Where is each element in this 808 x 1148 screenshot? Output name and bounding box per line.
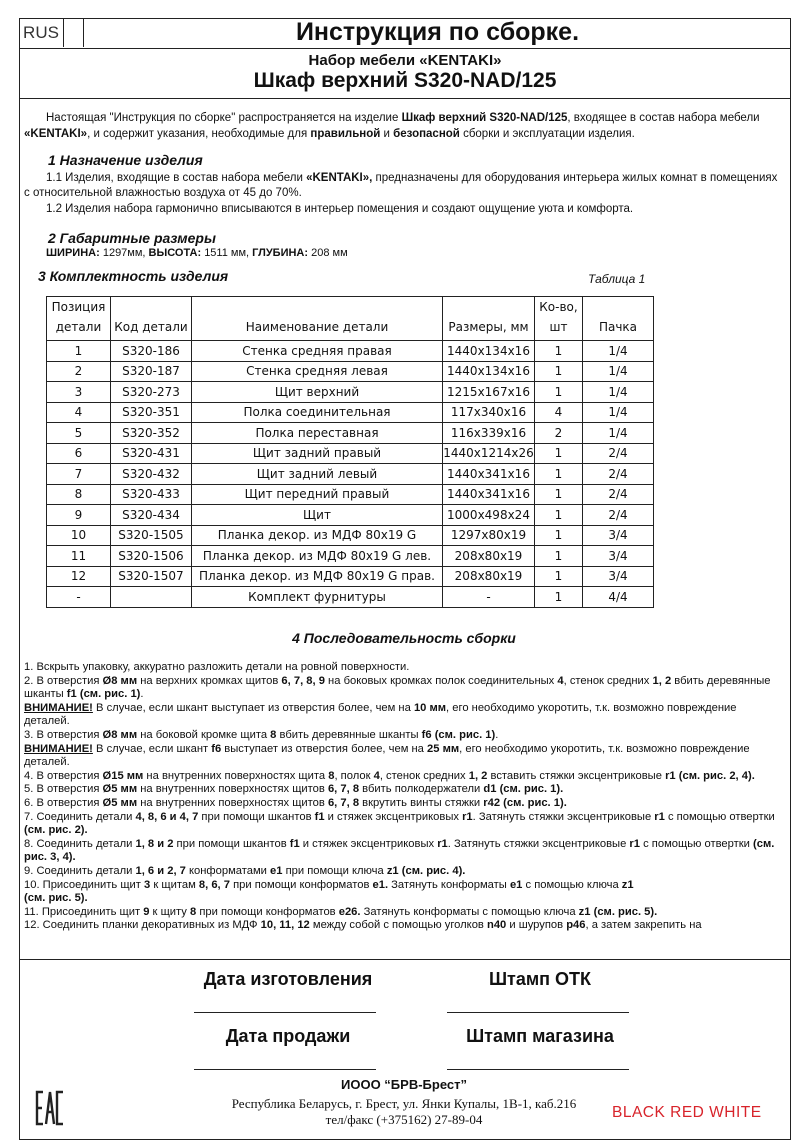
text: (см. рис. 2). <box>24 824 88 837</box>
text: ГЛУБИНА: <box>252 247 309 259</box>
parts-table <box>46 296 654 608</box>
text: z1 (см. рис. 5). <box>578 905 658 918</box>
text: В случае, если шкант <box>92 742 212 755</box>
sale-date-line <box>194 1069 376 1070</box>
step-4 <box>24 770 784 784</box>
header-spacer <box>64 18 84 47</box>
table-row <box>47 546 654 567</box>
text: вставить стяжки эксцентриковые <box>487 769 666 782</box>
text: 10, 11, 12 <box>260 919 310 932</box>
text: 2. В отверстия <box>24 674 103 687</box>
table-row <box>47 484 654 505</box>
step-11 <box>24 906 784 920</box>
text: . Затянуть стяжки эксцентриковые <box>472 810 655 823</box>
step-5 <box>24 783 784 797</box>
table-row <box>47 505 654 526</box>
text: вкрутить винты стяжки <box>359 796 484 809</box>
text: e26. <box>338 905 361 918</box>
section-1-paragraph-1 <box>24 171 784 201</box>
text: 3 <box>144 878 151 891</box>
text: 8 <box>189 905 197 918</box>
cell-position: 11 <box>47 546 111 567</box>
cell-name: Щит передний правый <box>192 484 443 505</box>
text: 1, 2 <box>468 769 488 782</box>
text: 1, 6 и 2, 7 <box>135 864 186 877</box>
text: к щиту <box>149 905 190 918</box>
step-3 <box>24 729 784 743</box>
text: r1 <box>462 810 473 823</box>
manufacture-date-label: Дата изготовления <box>203 969 373 989</box>
text: 7. Соединить детали <box>24 810 136 823</box>
text: 8 <box>270 728 277 741</box>
cell-pack: 2/4 <box>583 505 654 526</box>
header-pack: Пачка <box>583 297 654 341</box>
step-9 <box>24 865 784 879</box>
cell-qty: 1 <box>535 341 583 362</box>
shop-stamp-line <box>447 1069 629 1070</box>
text: , стенок средних <box>563 674 653 687</box>
cell-size: 1440x134x16 <box>443 341 535 362</box>
text: d1 (см. рис. 1). <box>483 783 564 796</box>
text: «KENTAKI» <box>24 128 88 140</box>
cell-code: S320-351 <box>111 402 192 423</box>
text: , полок <box>334 769 374 782</box>
section-4-title: 4 Последовательность сборки <box>292 630 516 646</box>
text: r1 <box>654 810 665 823</box>
cell-qty: 2 <box>535 423 583 444</box>
cell-pack: 3/4 <box>583 546 654 567</box>
text: , его необходимо укоротить, т.к. возможно повреждение деталей. <box>24 742 750 769</box>
cell-position: 1 <box>47 341 111 362</box>
step-12 <box>24 919 784 933</box>
company-name: ИООО “БРВ-Брест” <box>341 1077 467 1092</box>
cell-pack: 1/4 <box>583 382 654 403</box>
text: r42 (см. рис. 1). <box>483 796 567 809</box>
cell-name: Полка переставная <box>192 423 443 444</box>
phone-line: тел/факс (+375162) 27-89-04 <box>325 1112 483 1127</box>
text: 11. Присоединить щит <box>24 905 144 918</box>
cell-pack: 1/4 <box>583 423 654 444</box>
text: к щитам <box>150 878 199 891</box>
table-header-row <box>47 297 654 341</box>
text: 9 <box>143 905 150 918</box>
table-row <box>47 341 654 362</box>
text: Затянуть конформаты <box>388 878 510 891</box>
text: конформатами <box>185 864 271 877</box>
text: 1, 2 <box>652 674 672 687</box>
cell-code <box>111 587 192 608</box>
cell-size: 116x339x16 <box>443 423 535 444</box>
cell-size: 208x80x19 <box>443 566 535 587</box>
text: 4. В отверстия <box>24 769 103 782</box>
text: 6, 7, 8 <box>327 796 360 809</box>
cell-code: S320-186 <box>111 341 192 362</box>
cell-code: S320-187 <box>111 361 192 382</box>
text: 12. Соединить планки декоративных из МДФ <box>24 919 261 932</box>
cell-qty: 1 <box>535 546 583 567</box>
language-code: RUS <box>19 18 64 47</box>
cell-position: - <box>47 587 111 608</box>
text: (см. рис. 5). <box>24 892 88 905</box>
cell-name: Планка декор. из МДФ 80x19 G <box>192 525 443 546</box>
cell-code: S320-433 <box>111 484 192 505</box>
cell-qty: 1 <box>535 587 583 608</box>
brand-logo: BLACK RED WHITE <box>612 1104 762 1121</box>
cell-position: 7 <box>47 464 111 485</box>
step-6 <box>24 797 784 811</box>
text: Ø5 мм <box>102 796 138 809</box>
cell-pack: 2/4 <box>583 484 654 505</box>
text: f6 (см. рис. 1) <box>421 728 496 741</box>
text: при помощи конформатов <box>229 878 373 891</box>
text: с помощью отвертки <box>664 810 775 823</box>
text: . <box>495 728 499 741</box>
cell-qty: 1 <box>535 464 583 485</box>
intro-paragraph <box>24 110 784 142</box>
header-name: Наименование детали <box>192 297 443 341</box>
step-8 <box>24 838 784 865</box>
text: Шкаф верхний S320-NAD/125 <box>401 112 568 124</box>
cell-name: Щит задний правый <box>192 443 443 464</box>
section-1-title: 1 Назначение изделия <box>48 152 203 168</box>
text: при помощи конформатов <box>196 905 339 918</box>
text: . <box>140 688 144 701</box>
text: ВНИМАНИЕ! <box>24 701 93 714</box>
text: 8, 6, 7 <box>198 878 230 891</box>
footer-divider <box>19 959 791 960</box>
cell-qty: 1 <box>535 484 583 505</box>
text: Затянуть конформаты с помощью ключа <box>360 905 579 918</box>
text: Настоящая "Инструкция по сборке" распространяется на изделие <box>46 112 402 124</box>
text: предназначены для оборудования интерьера жилых комнат в помещениях с относительной влажностью воздуха от 45 до 70%. <box>24 172 778 199</box>
cell-qty: 1 <box>535 382 583 403</box>
cell-position: 9 <box>47 505 111 526</box>
text: n40 <box>486 919 507 932</box>
cell-size: 1297x80x19 <box>443 525 535 546</box>
cell-pack: 2/4 <box>583 443 654 464</box>
cell-position: 10 <box>47 525 111 546</box>
cell-code: S320-431 <box>111 443 192 464</box>
warning-2 <box>24 743 784 770</box>
text: z1 <box>621 878 634 891</box>
text: 1297мм, <box>102 247 146 259</box>
cell-size: 1000x498x24 <box>443 505 535 526</box>
text: f6 <box>211 742 222 755</box>
shop-stamp-label: Штамп магазина <box>466 1026 614 1046</box>
header-code: Код детали <box>111 297 192 341</box>
text: 5. В отверстия <box>24 783 103 796</box>
text: вбить деревянные шканты <box>24 674 771 701</box>
cell-position: 2 <box>47 361 111 382</box>
table-row <box>47 382 654 403</box>
product-header <box>19 49 791 99</box>
table-row <box>47 464 654 485</box>
cell-qty: 1 <box>535 361 583 382</box>
cell-position: 5 <box>47 423 111 444</box>
header-size: Размеры, мм <box>443 297 535 341</box>
text: r1 <box>437 837 448 850</box>
cell-size: 1440x134x16 <box>443 361 535 382</box>
text: на боковой кромке щита <box>137 728 271 741</box>
product-name: Шкаф верхний S320-NAD/125 <box>253 69 557 92</box>
header-bar <box>19 18 791 49</box>
address-line: Республика Беларусь, г. Брест, ул. Янки Купалы, 1В-1, каб.216 <box>231 1096 577 1111</box>
cell-pack: 1/4 <box>583 361 654 382</box>
text: , его необходимо укоротить, т.к. возможно повреждение деталей. <box>24 701 737 728</box>
text: 6, 7, 8 <box>327 783 360 796</box>
cell-code: S320-1507 <box>111 566 192 587</box>
text: шт <box>549 320 568 334</box>
warning-1 <box>24 702 784 729</box>
text: и <box>380 128 394 140</box>
dimensions-line <box>46 246 348 261</box>
section-2-title: 2 Габаритные размеры <box>48 230 216 246</box>
text: на внутренних поверхностях щитов <box>137 783 328 796</box>
text: e1. <box>372 878 389 891</box>
text: r1 <box>629 837 640 850</box>
text: при помощи ключа <box>282 864 387 877</box>
text: ШИРИНА: <box>46 247 100 259</box>
text: 6, 7, 8, 9 <box>281 674 325 687</box>
text: «KENTAKI», <box>306 172 373 184</box>
text: 1.1 Изделия, входящие в состав набора мебели <box>46 172 307 184</box>
otk-stamp-line <box>447 1012 629 1013</box>
text: 8 <box>328 769 335 782</box>
cell-size: 1440x1214x26 <box>443 443 535 464</box>
text: f1 <box>314 810 325 823</box>
text: и стяжек эксцентриковых <box>299 837 438 850</box>
text: Ø15 мм <box>102 769 144 782</box>
cell-size: 1440x341x16 <box>443 484 535 505</box>
text: (см. рис. 3, 4). <box>24 837 775 864</box>
text: на внутренних поверхностях щитов <box>137 796 328 809</box>
cell-position: 3 <box>47 382 111 403</box>
text: на верхних кромках щитов <box>137 674 282 687</box>
cell-pack: 4/4 <box>583 587 654 608</box>
cell-position: 4 <box>47 402 111 423</box>
cell-qty: 1 <box>535 505 583 526</box>
text: на внутренних поверхностях щита <box>143 769 329 782</box>
text: и шурупов <box>506 919 567 932</box>
table-row <box>47 587 654 608</box>
step-1: 1. Вскрыть упаковку, аккуратно разложить детали на ровной поверхности. <box>24 661 410 673</box>
text: r1 (см. рис. 2, 4). <box>665 769 755 782</box>
text: Позиция <box>51 300 106 314</box>
text: p46 <box>566 919 586 932</box>
step-10 <box>24 879 784 906</box>
text: , входящее в состав набора мебели <box>567 112 760 124</box>
table-row <box>47 423 654 444</box>
text: 9. Соединить детали <box>24 864 136 877</box>
text: с помощью ключа <box>522 878 622 891</box>
cell-position: 12 <box>47 566 111 587</box>
text: Ø8 мм <box>102 674 138 687</box>
text: 3. В отверстия <box>24 728 103 741</box>
cell-name: Щит верхний <box>192 382 443 403</box>
text: сборки и эксплуатации изделия. <box>459 128 635 140</box>
manufacture-date-line <box>194 1012 376 1013</box>
cell-name: Стенка средняя правая <box>192 341 443 362</box>
table-row <box>47 443 654 464</box>
page-title: Инструкция по сборке. <box>295 18 580 46</box>
cell-position: 6 <box>47 443 111 464</box>
step-2 <box>24 675 784 702</box>
cell-pack: 2/4 <box>583 464 654 485</box>
cell-code: S320-1506 <box>111 546 192 567</box>
text: e1 <box>270 864 283 877</box>
text: ВЫСОТА: <box>148 247 202 259</box>
table-row <box>47 525 654 546</box>
text: безопасной <box>393 128 460 140</box>
furniture-set-name: Набор мебели «KENTAKI» <box>308 52 502 69</box>
cell-size: - <box>443 587 535 608</box>
text: и стяжек эксцентриковых <box>324 810 463 823</box>
text: 1511 мм, <box>204 247 250 259</box>
text: , стенок средних <box>379 769 469 782</box>
text: Ø5 мм <box>102 783 138 796</box>
section-3-title: 3 Комплектность изделия <box>38 268 229 284</box>
text: В случае, если шкант выступает из отверстия более, чем на <box>92 701 414 714</box>
text: . Затянуть стяжки эксцентриковые <box>447 837 630 850</box>
cell-code: S320-273 <box>111 382 192 403</box>
cell-name: Планка декор. из МДФ 80x19 G прав. <box>192 566 443 587</box>
header-qty <box>535 297 583 341</box>
text: с помощью отвертки <box>639 837 754 850</box>
cell-name: Полка соединительная <box>192 402 443 423</box>
text: 8. Соединить детали <box>24 837 136 850</box>
cell-code: S320-352 <box>111 423 192 444</box>
text: при помощи шкантов <box>198 810 315 823</box>
cell-pack: 1/4 <box>583 402 654 423</box>
cell-name: Планка декор. из МДФ 80x19 G лев. <box>192 546 443 567</box>
text: f1 (см. рис. 1) <box>66 688 141 701</box>
text: 4, 8, 6 и 4, 7 <box>135 810 199 823</box>
sale-date-label: Дата продажи <box>225 1026 351 1046</box>
cell-position: 8 <box>47 484 111 505</box>
section-1-paragraph-2: 1.2 Изделия набора гармонично вписываются в интерьер помещения и создают ощущение уюта и комфорта. <box>46 203 634 215</box>
text: , и содержит указания, необходимые для <box>87 128 311 140</box>
cell-size: 1215x167x16 <box>443 382 535 403</box>
text: вбить деревянные шканты <box>276 728 422 741</box>
cell-name: Щит задний левый <box>192 464 443 485</box>
text: между собой с помощью уголков <box>309 919 487 932</box>
text: 25 мм <box>427 742 460 755</box>
cell-size: 1440x341x16 <box>443 464 535 485</box>
text: детали <box>55 320 102 334</box>
text: 6. В отверстия <box>24 796 103 809</box>
text: правильной <box>310 128 381 140</box>
text: Ø8 мм <box>102 728 138 741</box>
table-row <box>47 566 654 587</box>
table-row <box>47 361 654 382</box>
cell-qty: 1 <box>535 566 583 587</box>
table-row <box>47 402 654 423</box>
eac-mark-icon <box>35 1088 65 1128</box>
cell-qty: 4 <box>535 402 583 423</box>
text: Ко-во, <box>539 300 578 314</box>
text: вбить полкодержатели <box>359 783 484 796</box>
cell-qty: 1 <box>535 525 583 546</box>
text: , а затем закрепить на <box>585 919 702 932</box>
text: f1 <box>289 837 300 850</box>
cell-size: 208x80x19 <box>443 546 535 567</box>
table-caption: Таблица 1 <box>588 272 646 286</box>
cell-qty: 1 <box>535 443 583 464</box>
cell-name: Стенка средняя левая <box>192 361 443 382</box>
cell-name: Щит <box>192 505 443 526</box>
cell-pack: 1/4 <box>583 341 654 362</box>
text: 208 мм <box>311 247 348 259</box>
text: z1 (см. рис. 4). <box>386 864 466 877</box>
cell-code: S320-432 <box>111 464 192 485</box>
cell-code: S320-1505 <box>111 525 192 546</box>
header-position <box>47 297 111 341</box>
text: 10 мм <box>413 701 447 714</box>
cell-pack: 3/4 <box>583 525 654 546</box>
text: 1, 8 и 2 <box>135 837 174 850</box>
cell-name: Комплект фурнитуры <box>192 587 443 608</box>
text: 4 <box>373 769 380 782</box>
cell-code: S320-434 <box>111 505 192 526</box>
otk-stamp-label: Штамп ОТК <box>488 969 592 989</box>
text: 10. Присоединить щит <box>24 878 145 891</box>
text: при помощи шкантов <box>173 837 290 850</box>
step-7 <box>24 811 784 838</box>
assembly-steps <box>24 661 784 933</box>
cell-pack: 3/4 <box>583 566 654 587</box>
cell-size: 117x340x16 <box>443 402 535 423</box>
text: 4 <box>557 674 564 687</box>
text: e1 <box>509 878 523 891</box>
text: ВНИМАНИЕ! <box>24 742 93 755</box>
text: выступает из отверстия более, чем на <box>221 742 428 755</box>
text: на боковых кромках полок соединительных <box>324 674 558 687</box>
